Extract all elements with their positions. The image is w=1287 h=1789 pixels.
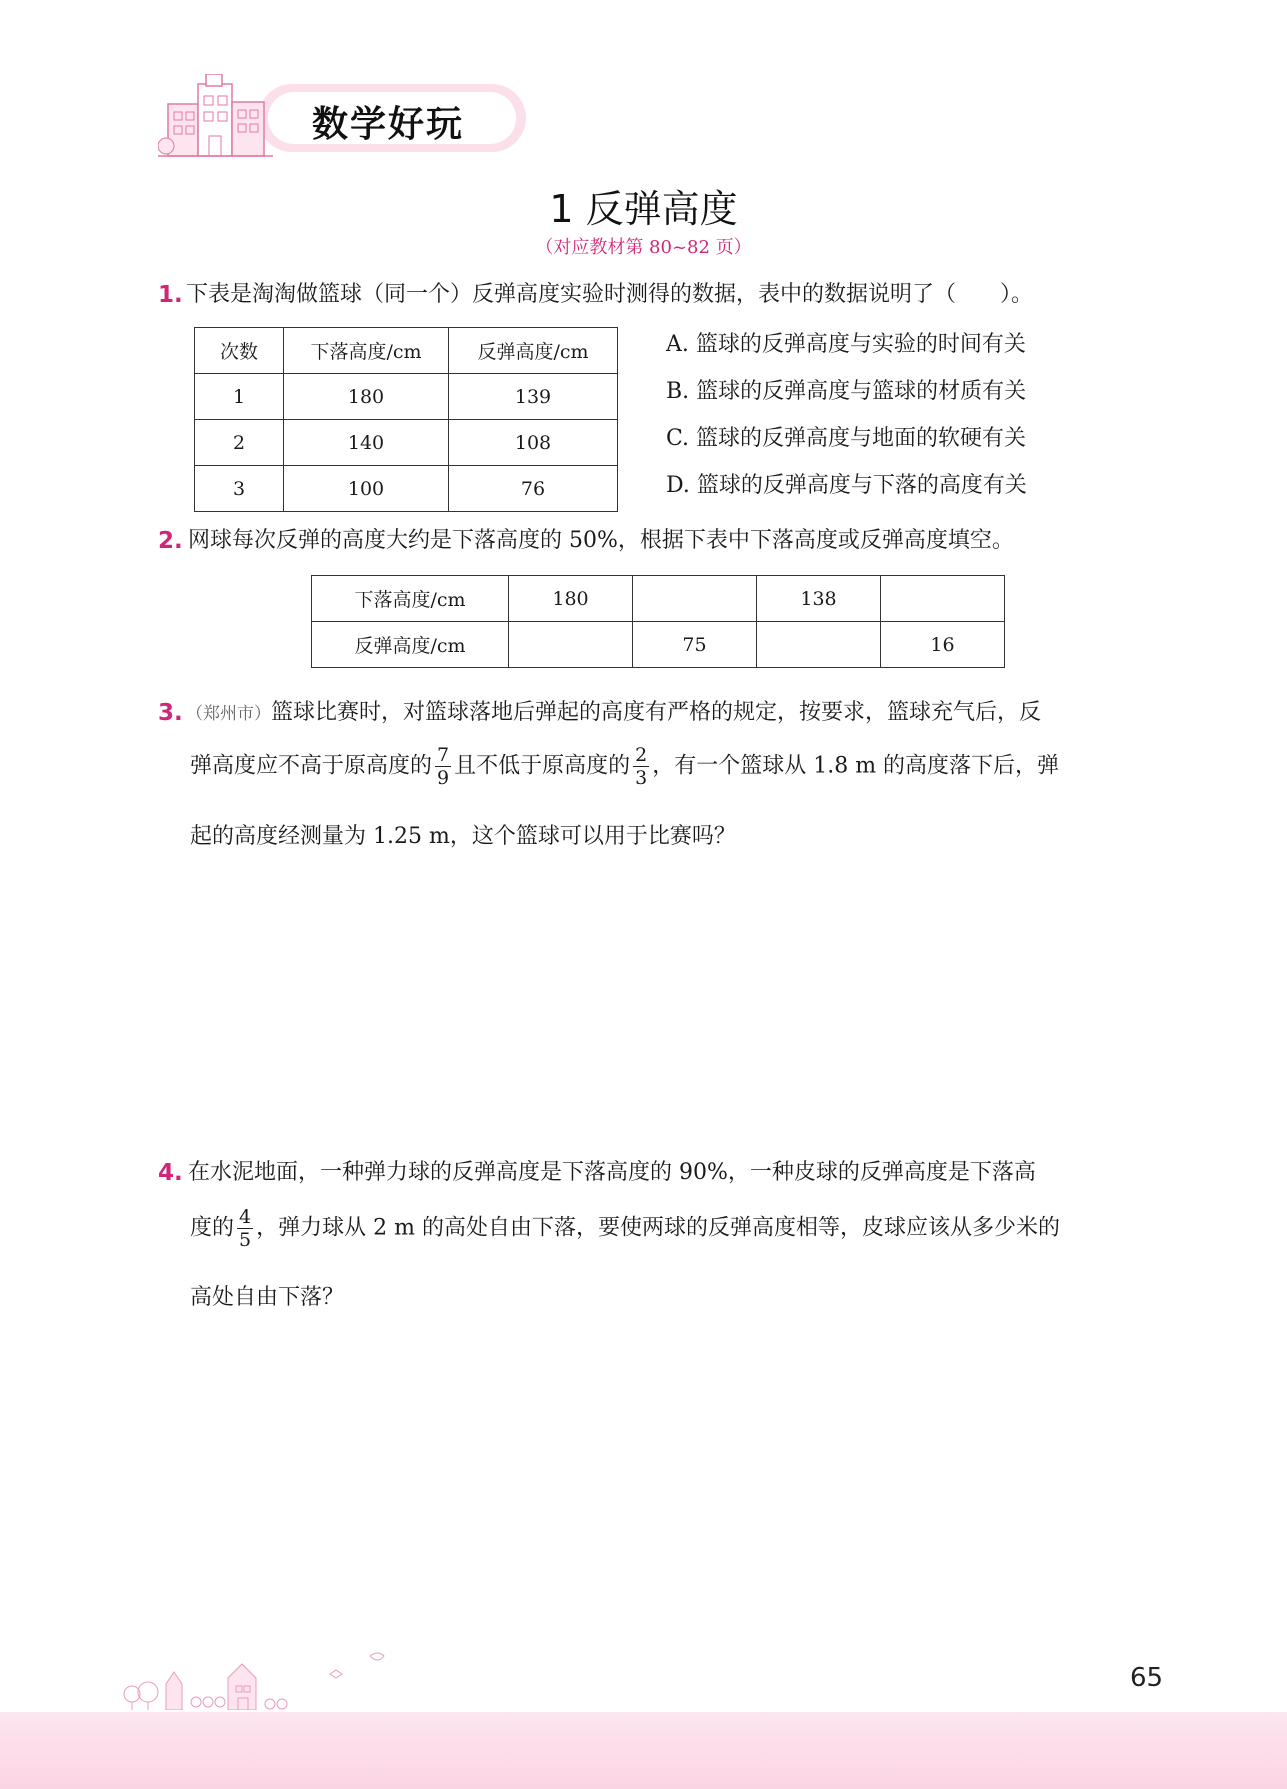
lesson-subtitle: （对应教材第 80~82 页） <box>535 237 752 258</box>
fraction-four-fifths <box>237 1206 253 1251</box>
table-row <box>195 466 618 512</box>
table-header-row <box>195 328 618 374</box>
footer-town-icon <box>120 1650 420 1710</box>
fraction-seven-ninths <box>435 744 451 789</box>
fraction-two-thirds <box>633 744 649 789</box>
table-cell <box>633 576 757 622</box>
table-cell: 140 <box>284 420 449 466</box>
table-cell: 108 <box>449 420 618 466</box>
question-2-table <box>311 575 1005 668</box>
fraction-denominator: 5 <box>239 1229 252 1251</box>
question-4-line-2 <box>190 1206 1060 1251</box>
fraction-denominator: 9 <box>437 767 450 789</box>
question-3-line-2 <box>190 744 1059 789</box>
fraction-numerator: 2 <box>635 744 648 766</box>
question-4-line-1: 在水泥地面，一种弹力球的反弹高度是下落高度的 90%，一种皮球的反弹高度是下落高 <box>188 1160 1036 1185</box>
row-label: 反弹高度/cm <box>312 622 509 668</box>
fraction-numerator: 7 <box>437 744 450 766</box>
fraction-numerator: 4 <box>239 1206 252 1228</box>
row-label: 下落高度/cm <box>312 576 509 622</box>
text-span: ，有一个篮球从 1.8 m 的高度落下后，弹 <box>652 753 1060 779</box>
text-span: 且不低于原高度的 <box>454 753 631 779</box>
lesson-title: 1 反弹高度 <box>549 187 738 231</box>
table-cell: 180 <box>284 374 449 420</box>
banner-title: 数学好玩 <box>312 104 465 145</box>
table-row <box>195 420 618 466</box>
text-span: 度的 <box>190 1215 235 1241</box>
question-3-line-1 <box>186 698 1041 729</box>
option-d: D. 篮球的反弹高度与下落的高度有关 <box>666 473 1027 498</box>
table-cell: 138 <box>757 576 881 622</box>
school-building-icon <box>158 74 288 164</box>
table-header-cell: 反弹高度/cm <box>449 328 618 374</box>
table-cell: 1 <box>195 374 284 420</box>
page-number: 65 <box>1130 1663 1164 1693</box>
question-2-number: 2. <box>158 528 183 554</box>
table-cell: 180 <box>509 576 633 622</box>
table-cell: 75 <box>633 622 757 668</box>
table-header-cell: 下落高度/cm <box>284 328 449 374</box>
table-cell: 2 <box>195 420 284 466</box>
section-banner <box>158 82 538 156</box>
table-cell: 3 <box>195 466 284 512</box>
question-1-table <box>194 327 618 512</box>
text-span: ，弹力球从 2 m 的高处自由下落，要使两球的反弹高度相等，皮球应该从多少米的 <box>256 1215 1060 1241</box>
question-4-number: 4. <box>158 1160 183 1186</box>
question-3-line-1-text: 篮球比赛时，对篮球落地后弹起的高度有严格的规定，按要求，篮球充气后，反 <box>271 700 1042 725</box>
question-4-line-3: 高处自由下落？ <box>190 1285 345 1310</box>
table-row <box>312 576 1005 622</box>
question-1-text: 下表是淘淘做篮球（同一个）反弹高度实验时测得的数据，表中的数据说明了（ ）。 <box>186 282 1034 307</box>
question-1-number: 1. <box>158 282 183 308</box>
table-cell: 76 <box>449 466 618 512</box>
fraction-denominator: 3 <box>635 767 648 789</box>
footer-band <box>0 1712 1287 1789</box>
question-2-text: 网球每次反弹的高度大约是下落高度的 50%，根据下表中下落高度或反弹高度填空。 <box>188 528 1014 553</box>
table-row <box>312 622 1005 668</box>
text-span: 弹高度应不高于原高度的 <box>190 753 433 779</box>
table-cell: 100 <box>284 466 449 512</box>
option-a: A. 篮球的反弹高度与实验的时间有关 <box>666 332 1026 357</box>
option-c: C. 篮球的反弹高度与地面的软硬有关 <box>666 426 1027 451</box>
table-cell: 16 <box>881 622 1005 668</box>
question-3-line-3: 起的高度经测量为 1.25 m，这个篮球可以用于比赛吗？ <box>190 824 736 849</box>
table-cell: 139 <box>449 374 618 420</box>
table-cell <box>757 622 881 668</box>
table-header-cell: 次数 <box>195 328 284 374</box>
table-cell <box>509 622 633 668</box>
option-b: B. 篮球的反弹高度与篮球的材质有关 <box>666 379 1027 404</box>
question-3-number: 3. <box>158 700 183 726</box>
question-3-source: （郑州市） <box>186 704 271 724</box>
table-row <box>195 374 618 420</box>
table-cell <box>881 576 1005 622</box>
